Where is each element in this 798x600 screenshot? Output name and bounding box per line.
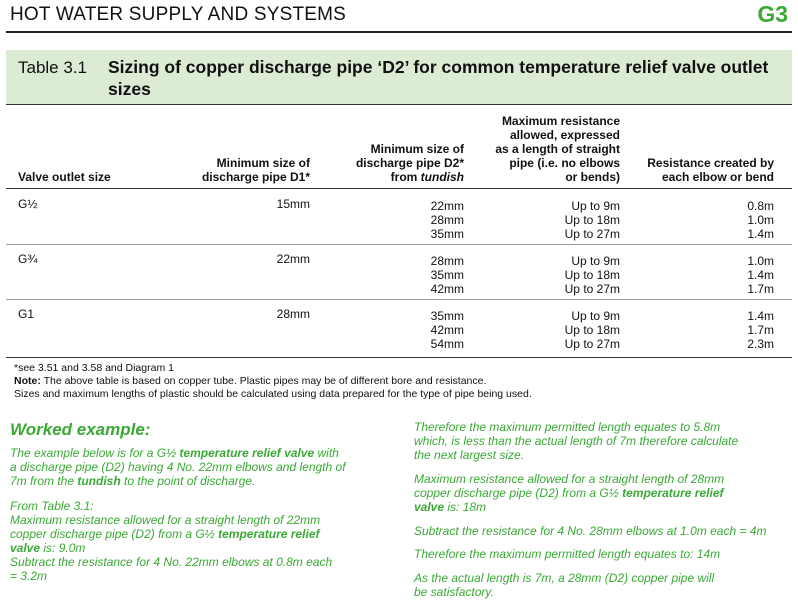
note-line: Sizes and maximum lengths of plastic should be calculated using data prepared for the type of pipe being used. <box>14 388 532 400</box>
text: copper discharge pipe (D2) from a G½ <box>10 527 219 541</box>
para-line <box>10 527 410 541</box>
emphasis: temperature relief <box>622 486 724 500</box>
text: is: 18m <box>444 500 487 514</box>
text: copper discharge pipe (D2) from a G½ <box>414 486 623 500</box>
para-line: Maximum resistance allowed for a straight length of 28mm <box>414 472 725 486</box>
para-line: Maximum resistance allowed for a straight length of 22mm <box>10 513 321 527</box>
header-line: pipe (i.e. no elbows <box>509 156 620 170</box>
valve-size-cell: G½ <box>18 197 38 211</box>
table-row: Up to 18m <box>564 323 620 337</box>
table-row: 1.7m <box>747 282 774 296</box>
worked-left-para-1 <box>10 446 410 488</box>
table-row: 2.3m <box>747 337 774 351</box>
header-elbow-resistance <box>614 156 774 184</box>
note-text: The above table is based on copper tube. Plastic pipes may be of different bore and resistance. <box>40 375 487 387</box>
valve-size-cell: G¾ <box>18 252 38 266</box>
table-row: 54mm <box>430 337 464 351</box>
elbow-resistance-cell <box>694 254 774 296</box>
para-line: be satisfactory. <box>414 585 494 599</box>
table-row: Up to 18m <box>564 268 620 282</box>
para-line <box>414 500 794 514</box>
header-line: Resistance created by <box>647 156 774 170</box>
table-row: 1.4m <box>747 309 774 323</box>
table-row: 1.0m <box>747 254 774 268</box>
header-min-d2 <box>304 142 464 184</box>
header-line: each elbow or bend <box>661 170 774 184</box>
table-row: Up to 18m <box>564 213 620 227</box>
note-line <box>14 375 784 388</box>
para-line <box>10 446 410 460</box>
worked-right-para-2 <box>414 472 794 514</box>
d2-cell <box>384 254 464 296</box>
d2-cell <box>384 199 464 241</box>
footnote: *see 3.51 and 3.58 and Diagram 1 <box>14 362 174 374</box>
max-length-cell <box>520 199 620 241</box>
max-length-cell <box>520 309 620 351</box>
group-divider <box>6 299 792 300</box>
table-row: 0.8m <box>747 199 774 213</box>
para-line <box>10 541 410 555</box>
header-line <box>304 170 464 184</box>
header-line: Maximum resistance <box>501 114 620 128</box>
table-title: Sizing of copper discharge pipe ‘D2’ for common temperature relief valve outlet sizes <box>108 57 769 99</box>
table-header-rule <box>6 188 792 189</box>
text: The example below is for a G½ <box>10 446 180 460</box>
group-divider <box>6 244 792 245</box>
header-line: allowed, expressed <box>509 128 620 142</box>
table-row: 42mm <box>430 282 464 296</box>
section-title: HOT WATER SUPPLY AND SYSTEMS <box>10 4 347 25</box>
elbow-resistance-cell <box>694 309 774 351</box>
table-row: Up to 9m <box>571 254 620 268</box>
text: to the point of discharge. <box>120 474 256 488</box>
header-line: or bends) <box>565 170 620 184</box>
header-rule <box>6 31 792 33</box>
para-line: From Table 3.1: <box>10 499 94 513</box>
text: with <box>314 446 339 460</box>
table-row: Up to 27m <box>564 282 620 296</box>
emphasis: valve <box>10 541 41 555</box>
page-header <box>6 0 792 30</box>
header-line: Minimum size of <box>216 156 310 170</box>
table-row: Up to 27m <box>564 227 620 241</box>
table-row: 1.0m <box>747 213 774 227</box>
header-line: discharge pipe D2* <box>355 156 464 170</box>
header-emph: tundish <box>420 170 464 184</box>
worked-right-para-4: Therefore the maximum permitted length equates to: 14m <box>414 547 721 561</box>
emphasis: temperature relief valve <box>179 446 315 460</box>
header-max-resistance <box>450 114 620 184</box>
d2-cell <box>384 309 464 351</box>
para-line: the next largest size. <box>414 448 525 462</box>
table-caption <box>6 50 792 105</box>
table-row: 28mm <box>430 254 464 268</box>
para-line: As the actual length is 7m, a 28mm (D2) copper pipe will <box>414 571 715 585</box>
d1-cell: 15mm <box>276 197 310 211</box>
worked-example-heading: Worked example: <box>10 420 151 439</box>
table-row: 42mm <box>430 323 464 337</box>
worked-right-para-1 <box>414 420 794 462</box>
para-line: a discharge pipe (D2) having 4 No. 22mm elbows and length of <box>10 460 346 474</box>
worked-right-para-3: Subtract the resistance for 4 No. 28mm elbows at 1.0m each = 4m <box>414 524 767 538</box>
table-row: 35mm <box>430 309 464 323</box>
para-line: Therefore the maximum permitted length equates to 5.8m <box>414 420 721 434</box>
header-valve-outlet-size: Valve outlet size <box>18 170 111 184</box>
note-label: Note: <box>14 375 41 387</box>
table-notes <box>14 362 784 401</box>
d1-cell: 28mm <box>276 307 310 321</box>
text: 7m from the <box>10 474 78 488</box>
table-row: 1.4m <box>747 268 774 282</box>
d1-cell: 22mm <box>276 252 310 266</box>
table-row: 22mm <box>430 199 464 213</box>
table-row: Up to 9m <box>571 199 620 213</box>
worked-left-para-2 <box>10 499 410 583</box>
elbow-resistance-cell <box>694 199 774 241</box>
header-line: Minimum size of <box>370 142 464 156</box>
para-line <box>10 474 410 488</box>
table-row: 1.7m <box>747 323 774 337</box>
emphasis: tundish <box>77 474 121 488</box>
header-line: as a length of straight <box>495 142 620 156</box>
table-row: 35mm <box>430 268 464 282</box>
valve-size-cell: G1 <box>18 307 35 321</box>
table-number: Table 3.1 <box>18 58 87 77</box>
emphasis: temperature relief <box>218 527 320 541</box>
header-min-d1 <box>150 156 310 184</box>
table-row: Up to 9m <box>571 309 620 323</box>
text: is: 9.0m <box>40 541 86 555</box>
table-footer-rule <box>6 357 792 358</box>
max-length-cell <box>520 254 620 296</box>
header-line: discharge pipe D1* <box>201 170 310 184</box>
table-row: 28mm <box>430 213 464 227</box>
section-code: G3 <box>757 1 788 27</box>
table-row: 35mm <box>430 227 464 241</box>
table-row: Up to 27m <box>564 337 620 351</box>
emphasis: valve <box>414 500 445 514</box>
table-row: 1.4m <box>747 227 774 241</box>
para-line: Subtract the resistance for 4 No. 22mm elbows at 0.8m each <box>10 555 333 569</box>
header-text: from <box>390 170 421 184</box>
para-line <box>414 486 794 500</box>
worked-right-para-5 <box>414 571 794 599</box>
para-line: = 3.2m <box>10 569 48 583</box>
para-line: which, is less than the actual length of 7m therefore calculate <box>414 434 739 448</box>
